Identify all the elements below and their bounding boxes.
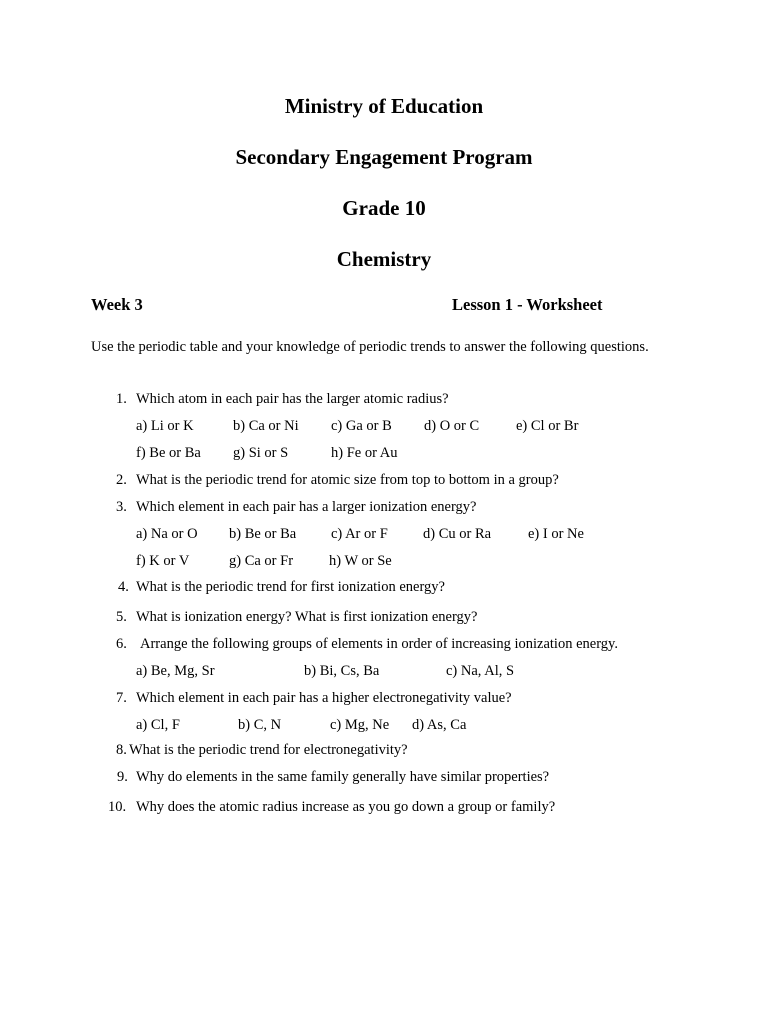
instructions: Use the periodic table and your knowledge of periodic trends to answer the following questions. — [91, 339, 649, 355]
question-number: 1. — [116, 391, 127, 407]
answer-option: c) Ar or F — [331, 526, 388, 542]
question-text: Which element in each pair has a larger ionization energy? — [136, 499, 477, 515]
answer-option: h) W or Se — [329, 553, 392, 569]
answer-option: f) K or V — [136, 553, 190, 569]
question-number: 5. — [116, 609, 127, 625]
question-text: Which atom in each pair has the larger atomic radius? — [136, 391, 449, 407]
answer-option: h) Fe or Au — [331, 445, 398, 461]
question-text: Arrange the following groups of elements in order of increasing ionization energy. — [140, 636, 618, 652]
answer-option: e) Cl or Br — [516, 418, 579, 434]
question-number: 9. — [117, 769, 128, 785]
answer-option: c) Na, Al, S — [446, 663, 515, 679]
question-number: 4. — [118, 579, 129, 595]
answer-option: e) I or Ne — [528, 526, 584, 542]
answer-option: d) Cu or Ra — [423, 526, 492, 542]
question-text: What is the periodic trend for electronegativity? — [129, 742, 408, 758]
answer-option: c) Ga or B — [331, 418, 392, 434]
answer-option: a) Cl, F — [136, 717, 180, 733]
answer-option: a) Na or O — [136, 526, 198, 542]
question-text: Why do elements in the same family generally have similar properties? — [136, 769, 550, 785]
week-label: Week 3 — [91, 295, 143, 314]
answer-option: g) Si or S — [233, 445, 289, 461]
question-text: What is the periodic trend for atomic size from top to bottom in a group? — [136, 472, 559, 488]
question-number: 2. — [116, 472, 127, 488]
ministry-title: Ministry of Education — [284, 94, 484, 118]
answer-option: b) Be or Ba — [229, 526, 297, 542]
program-title: Secondary Engagement Program — [235, 145, 533, 169]
answer-option: b) C, N — [238, 717, 282, 733]
question-text: What is ionization energy? What is first ionization energy? — [136, 609, 478, 625]
answer-option: g) Ca or Fr — [229, 553, 294, 569]
answer-option: a) Be, Mg, Sr — [136, 663, 215, 679]
question-number: 8. — [116, 742, 127, 758]
question-number: 10. — [108, 799, 127, 815]
question-number: 6. — [116, 636, 127, 652]
lesson-label: Lesson 1 - Worksheet — [452, 295, 603, 314]
answer-option: d) As, Ca — [412, 717, 467, 733]
subject-title: Chemistry — [336, 247, 432, 271]
answer-option: b) Ca or Ni — [233, 418, 299, 434]
answer-option: f) Be or Ba — [136, 445, 201, 461]
answer-option: d) O or C — [424, 418, 480, 434]
answer-option: a) Li or K — [136, 418, 194, 434]
question-number: 3. — [116, 499, 127, 515]
answer-option: c) Mg, Ne — [330, 717, 390, 733]
answer-option: b) Bi, Cs, Ba — [304, 663, 380, 679]
grade-title: Grade 10 — [342, 196, 426, 220]
question-text: Why does the atomic radius increase as you go down a group or family? — [136, 799, 556, 815]
question-text: Which element in each pair has a higher electronegativity value? — [136, 690, 512, 706]
question-text: What is the periodic trend for first ionization energy? — [136, 579, 445, 595]
question-number: 7. — [116, 690, 127, 706]
